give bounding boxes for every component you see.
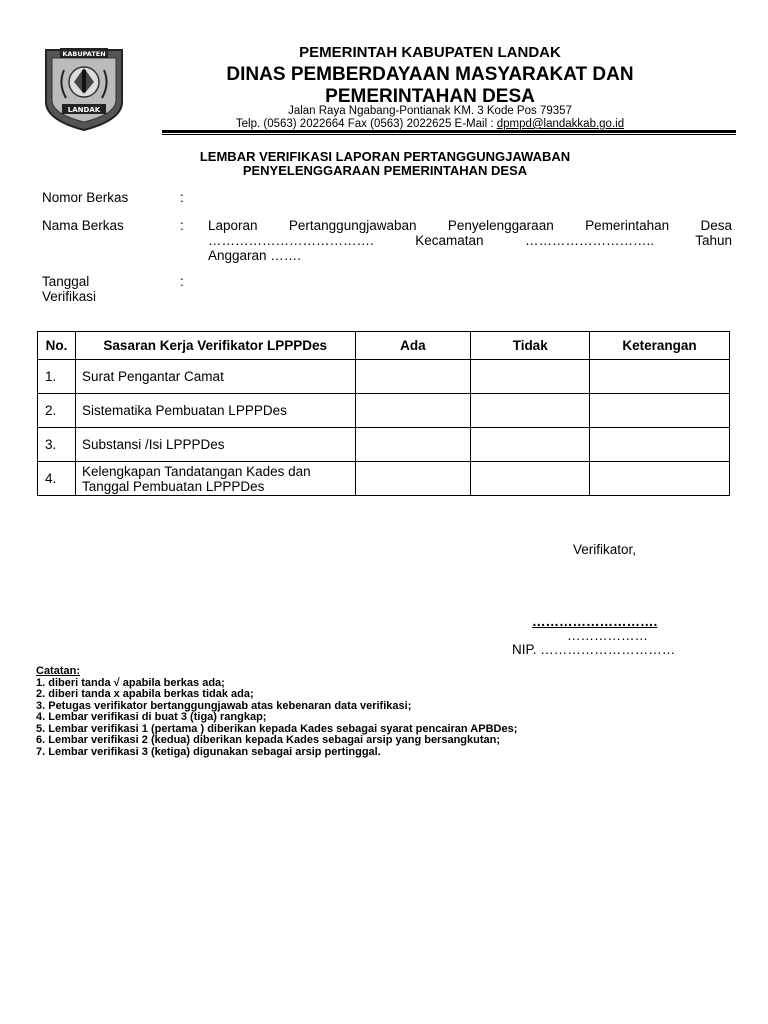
header-tidak: Tidak [471,332,590,360]
note-item: 6. Lembar verifikasi 2 (kedua) diberikan kepada Kades sebagai arsip yang bersangkutan; [36,734,501,746]
tanggal-verifikasi-colon: : [180,274,184,289]
header-ada: Ada [355,332,471,360]
header-email-link[interactable]: dpmpd@landakkab.go.id [496,118,625,130]
header-no: No. [38,332,76,360]
ada-cell[interactable] [355,462,471,496]
note-item: 1. diberi tanda √ apabila berkas ada; [36,676,225,689]
row-no: 3. [38,428,76,462]
row-item: Surat Pengantar Camat [75,360,355,394]
header-contact-text: Telp. (0563) 2022664 Fax (0563) 2022625 E-Mail : [235,118,497,130]
nama-berkas-line3: Anggaran ……. [208,248,302,263]
header-sasaran: Sasaran Kerja Verifikator LPPPDes [75,332,355,360]
table-row [38,394,730,428]
note-item: 2. diberi tanda x apabila berkas tidak ada; [36,688,254,700]
row-item [75,462,355,496]
ada-cell[interactable] [355,428,471,462]
table-row [38,462,730,496]
row-item: Substansi /Isi LPPPDes [75,428,355,462]
verifikator-label: Verifikator, [573,542,637,557]
signature-name-dots: ………………………. [532,614,658,629]
nomor-berkas-label: Nomor Berkas [42,190,129,205]
signature-nip: NIP. ………………………… [512,642,676,657]
table-row [38,428,730,462]
header-rule-thick [162,130,736,133]
signature-small-dots: ……………… [567,628,648,643]
keterangan-cell[interactable] [590,394,730,428]
logo-text-bottom: LANDAK [67,106,101,114]
ada-cell[interactable] [355,394,471,428]
ada-cell[interactable] [355,360,471,394]
doc-title-line2: PENYELENGGARAAN PEMERINTAHAN DESA [242,163,528,178]
header-address: Jalan Raya Ngabang-Pontianak KM. 3 Kode Pos 79357 [288,105,572,117]
nomor-berkas-colon: : [180,190,184,205]
keterangan-cell[interactable] [590,428,730,462]
notes-title: Catatan: [36,665,81,677]
header-line2 [130,64,730,108]
header-keterangan: Keterangan [590,332,730,360]
note-item: 7. Lembar verifikasi 3 (ketiga) digunakan sebagai arsip pertinggal. [36,745,381,758]
nama-berkas-line1: Laporan Pertanggungjawaban Penyelenggaraan Pemerintahan Desa [208,218,732,233]
table-row [38,360,730,394]
keterangan-cell[interactable] [590,360,730,394]
nama-berkas-value [208,218,732,263]
row-item: Sistematika Pembuatan LPPPDes [75,394,355,428]
kabupaten-landak-logo [42,44,126,132]
header-agency-line2: PEMERINTAHAN DESA [325,86,535,107]
tanggal-verifikasi-label [42,274,96,304]
header-line1: PEMERINTAH KABUPATEN LANDAK [299,44,561,61]
tidak-cell[interactable] [471,428,590,462]
notes-block [36,666,517,758]
row-item-line1: Kelengkapan Tandatangan Kades dan [81,463,311,479]
tidak-cell[interactable] [471,360,590,394]
tanggal-label-line2: Verifikasi [42,289,97,304]
table-header-row [38,332,730,360]
verification-table [37,331,730,496]
header-address-block [130,105,730,131]
row-no: 1. [38,360,76,394]
tidak-cell[interactable] [471,394,590,428]
note-item: 4. Lembar verifikasi di buat 3 (tiga) rangkap; [36,711,267,723]
doc-title-line1: LEMBAR VERIFIKASI LAPORAN PERTANGGUNGJAWABAN [199,149,571,164]
header-agency-line1: DINAS PEMBERDAYAAN MASYARAKAT DAN [226,64,634,85]
nama-berkas-line2: ………………………………. Kecamatan ……………………….. Tahun [208,233,732,248]
row-no: 4. [38,462,76,496]
tanggal-label-line1: Tanggal [42,274,90,289]
nama-berkas-colon: : [180,218,184,233]
keterangan-cell[interactable] [590,462,730,496]
row-no: 2. [38,394,76,428]
header-rule-thin [162,134,736,135]
logo-text-top: KABUPATEN [62,50,106,58]
nama-berkas-label: Nama Berkas [42,218,124,233]
note-item: 3. Petugas verifikator bertanggungjawab atas kebenaran data verifikasi; [36,699,412,712]
row-item-line2: Tanggal Pembuatan LPPPDes [81,478,265,494]
note-item: 5. Lembar verifikasi 1 (pertama ) diberikan kepada Kades sebagai syarat pencairan APBDes; [36,722,518,735]
tidak-cell[interactable] [471,462,590,496]
